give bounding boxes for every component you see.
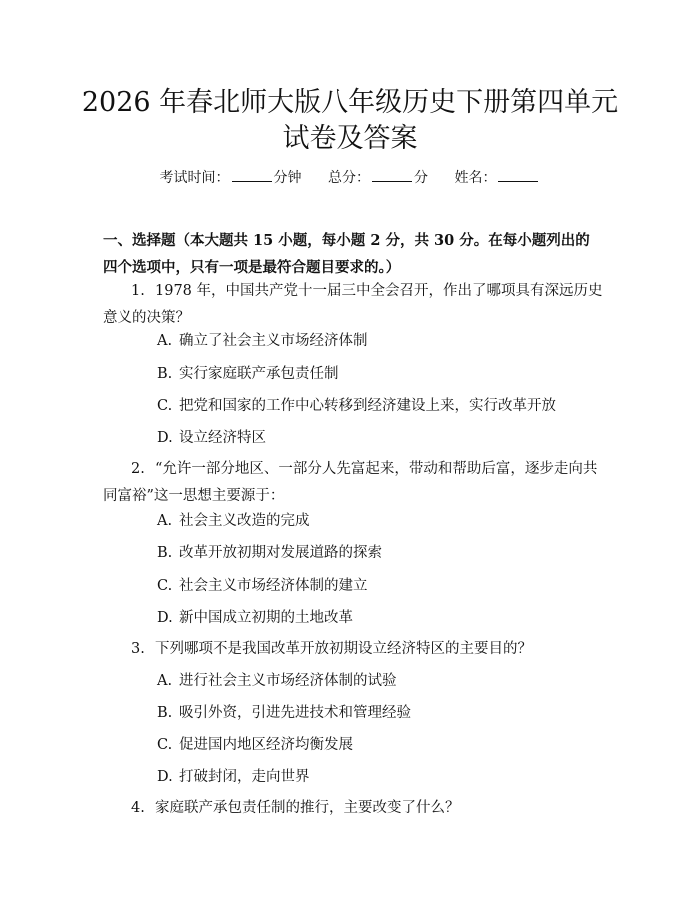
exam-name xyxy=(454,168,540,188)
section-title: 一、选择题（本大题共 15 小题，每小题 2 分，共 30 分。在每小题列出的四个选项中，只有一项是最符合题目要求的。） xyxy=(103,232,590,276)
question-1-option-a[interactable] xyxy=(157,330,368,352)
name-blank[interactable] xyxy=(498,169,538,182)
time-unit: 分钟 xyxy=(273,170,302,186)
question-3 xyxy=(103,636,607,663)
question-1-option-d[interactable] xyxy=(157,427,266,449)
option-text: 打破封闭，走向世界 xyxy=(179,769,310,785)
option-text: 改革开放初期对发展道路的探索 xyxy=(179,545,382,561)
option-text: 进行社会主义市场经济体制的试验 xyxy=(179,673,397,689)
option-letter: B. xyxy=(157,545,173,561)
question-1-option-b[interactable] xyxy=(157,363,339,385)
question-text: “允许一部分地区、一部分人先富起来，带动和帮助后富，逐步走向共同富裕”这一思想主要源于： xyxy=(103,461,598,504)
question-1 xyxy=(103,278,607,332)
option-letter: D. xyxy=(157,430,173,446)
page-title-line1: 2026 年春北师大版八年级历史下册第四单元 xyxy=(81,87,619,118)
option-letter: A. xyxy=(157,673,173,689)
option-text: 把党和国家的工作中心转移到经济建设上来，实行改革开放 xyxy=(179,398,556,414)
question-3-option-a[interactable] xyxy=(157,670,397,692)
option-letter: C. xyxy=(157,578,173,594)
question-2 xyxy=(103,456,607,510)
exam-meta xyxy=(0,168,700,188)
question-number: 1. xyxy=(131,283,145,299)
score-blank[interactable] xyxy=(372,169,412,182)
option-text: 设立经济特区 xyxy=(179,430,266,446)
time-label: 考试时间： xyxy=(159,170,230,186)
option-letter: D. xyxy=(157,769,173,785)
option-letter: C. xyxy=(157,398,173,414)
question-2-option-a[interactable] xyxy=(157,510,310,532)
option-letter: B. xyxy=(157,366,173,382)
option-text: 社会主义市场经济体制的建立 xyxy=(179,578,368,594)
question-number: 2. xyxy=(131,461,145,477)
score-unit: 分 xyxy=(414,170,428,186)
option-text: 吸引外资，引进先进技术和管理经验 xyxy=(179,705,411,721)
question-text: 下列哪项不是我国改革开放初期设立经济特区的主要目的？ xyxy=(155,641,532,657)
question-4 xyxy=(103,795,607,822)
question-3-option-c[interactable] xyxy=(157,734,353,756)
page-title-line2: 试卷及答案 xyxy=(282,123,418,154)
question-2-option-d[interactable] xyxy=(157,607,353,629)
name-label: 姓名： xyxy=(454,170,497,186)
question-text: 家庭联产承包责任制的推行，主要改变了什么？ xyxy=(155,800,460,816)
option-text: 促进国内地区经济均衡发展 xyxy=(179,737,353,753)
question-text: 1978 年，中国共产党十一届三中全会召开，作出了哪项具有深远历史意义的决策？ xyxy=(103,283,603,326)
question-number: 4. xyxy=(131,800,145,816)
option-text: 新中国成立初期的土地改革 xyxy=(179,610,353,626)
option-letter: C. xyxy=(157,737,173,753)
option-letter: A. xyxy=(157,333,173,349)
question-1-option-c[interactable] xyxy=(157,395,556,417)
option-letter: B. xyxy=(157,705,173,721)
exam-score xyxy=(328,168,428,188)
option-text: 社会主义改造的完成 xyxy=(179,513,310,529)
question-2-option-b[interactable] xyxy=(157,542,382,564)
option-letter: D. xyxy=(157,610,173,626)
exam-time xyxy=(160,168,302,188)
question-2-option-c[interactable] xyxy=(157,575,368,597)
question-number: 3. xyxy=(131,641,145,657)
question-3-option-d[interactable] xyxy=(157,766,310,788)
option-text: 实行家庭联产承包责任制 xyxy=(179,366,339,382)
question-3-option-b[interactable] xyxy=(157,702,411,724)
option-letter: A. xyxy=(157,513,173,529)
option-text: 确立了社会主义市场经济体制 xyxy=(179,333,368,349)
time-blank[interactable] xyxy=(232,169,272,182)
score-label: 总分： xyxy=(328,170,370,186)
